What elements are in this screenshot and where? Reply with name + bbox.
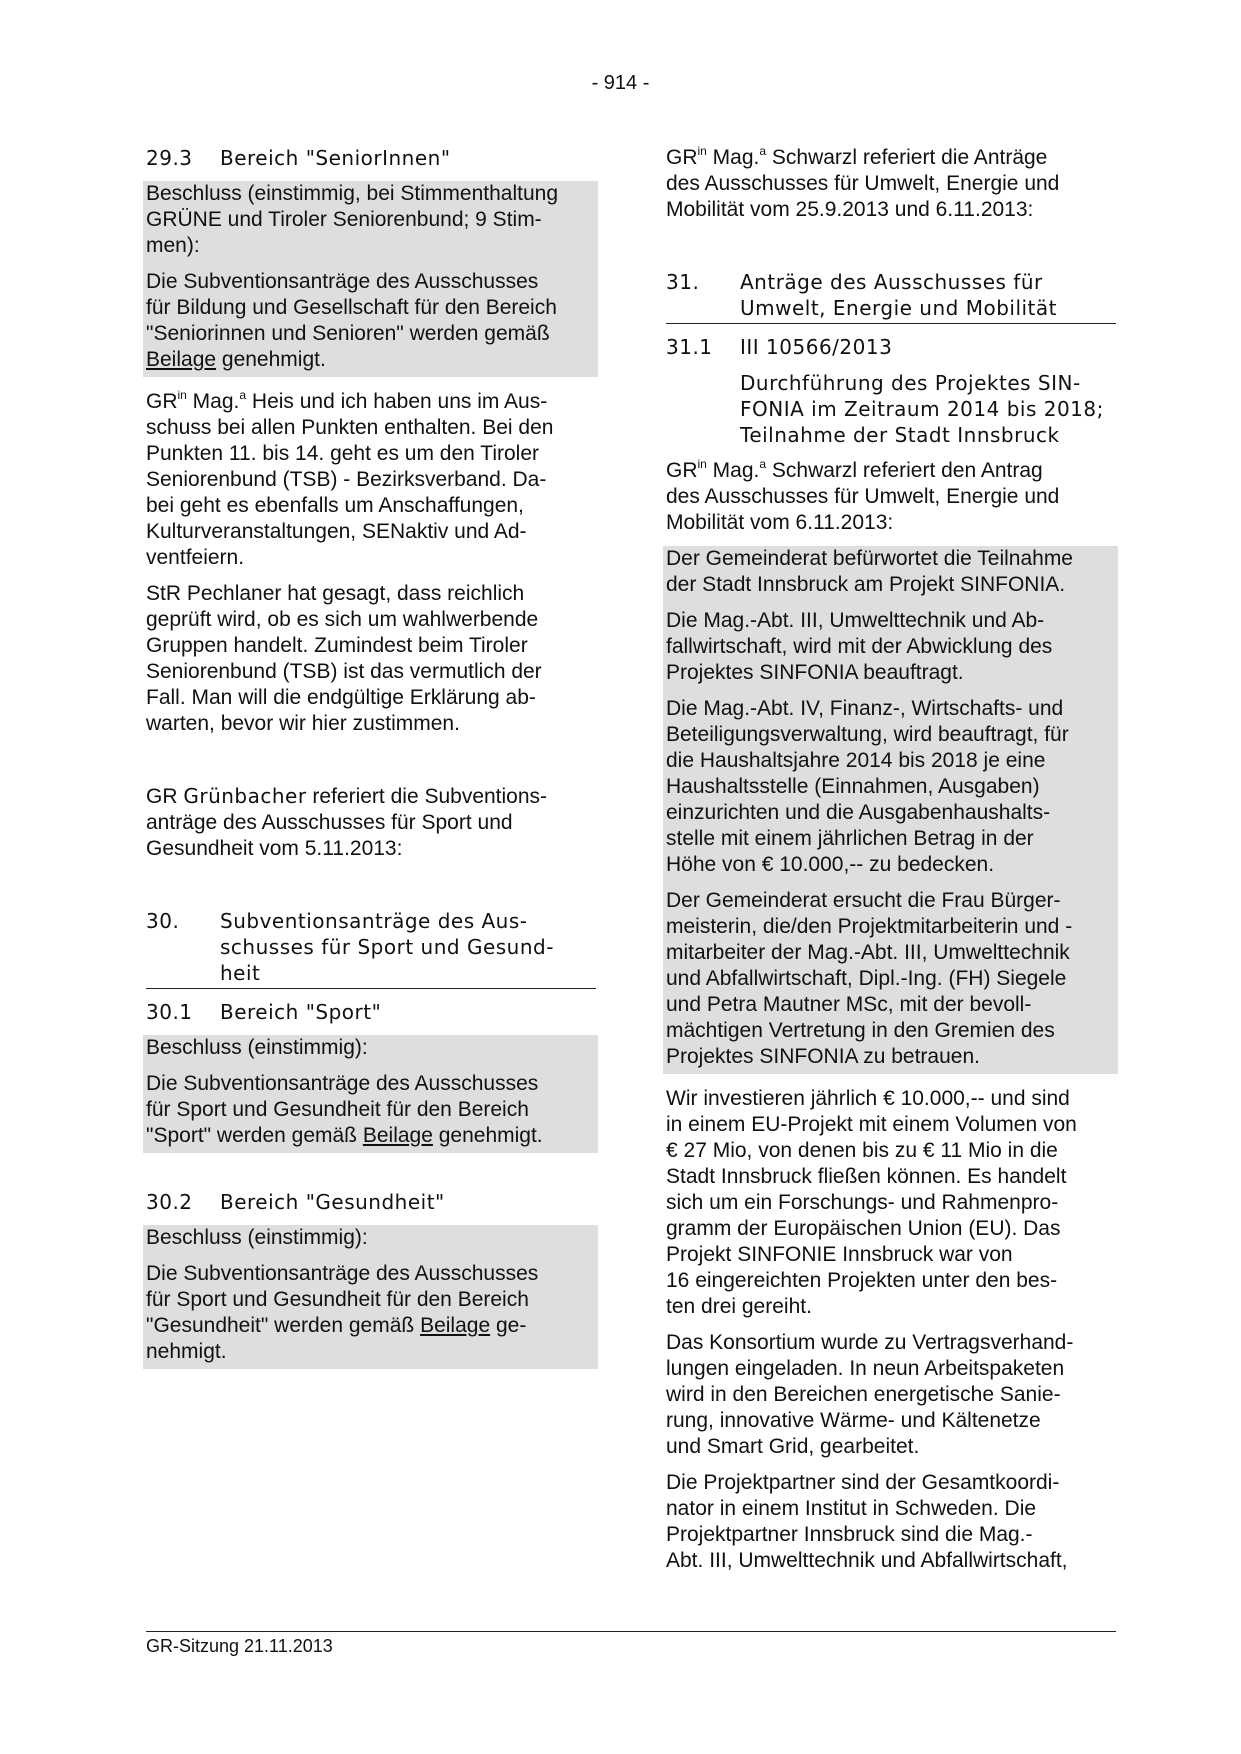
superscript: in bbox=[177, 388, 187, 402]
section-31-1-heading bbox=[666, 334, 1116, 360]
text-line: ten drei gereiht. bbox=[666, 1295, 812, 1318]
text-fragment: GR bbox=[146, 390, 178, 413]
text-line: rung, innovative Wärme- und Kältenetze bbox=[666, 1409, 1041, 1432]
text-line: Der Gemeinderat befürwortet die Teilnahme bbox=[666, 547, 1073, 570]
text-line: Gruppen handelt. Zumindest beim Tiroler bbox=[146, 634, 528, 657]
paragraph bbox=[666, 458, 1116, 536]
text-line bbox=[146, 347, 596, 373]
text-line: heit bbox=[220, 961, 261, 985]
text-line: € 27 Mio, von denen bis zu € 11 Mio in die bbox=[666, 1139, 1058, 1162]
text-line: StR Pechlaner hat gesagt, dass reichlich bbox=[146, 582, 525, 605]
text-line: GRÜNE und Tiroler Seniorenbund; 9 Stim- bbox=[146, 208, 542, 231]
text-line: Mobilität vom 25.9.2013 und 6.11.2013: bbox=[666, 198, 1034, 221]
text-line: Projektpartner Innsbruck sind die Mag.- bbox=[666, 1523, 1033, 1546]
section-number: 31. bbox=[666, 270, 700, 294]
text-line: ventfeiern. bbox=[146, 546, 245, 569]
section-title: Bereich "Gesundheit" bbox=[220, 1190, 445, 1214]
text-line: anträge des Ausschusses für Sport und bbox=[146, 811, 513, 834]
text-line: Die Subventionsanträge des Ausschusses bbox=[146, 270, 539, 293]
text-line: Wir investieren jährlich € 10.000,-- und sind bbox=[666, 1087, 1070, 1110]
text-fragment: GR bbox=[146, 785, 184, 808]
text-fragment: Heis und ich haben uns im Aus- bbox=[246, 390, 548, 413]
text-line: in einem EU-Projekt mit einem Volumen von bbox=[666, 1113, 1077, 1136]
text-fragment: genehmigt. bbox=[216, 348, 326, 371]
paragraph bbox=[666, 1330, 1116, 1460]
text-fragment: ge- bbox=[490, 1314, 527, 1337]
text-line: gramm der Europäischen Union (EU). Das bbox=[666, 1217, 1061, 1240]
footer-divider bbox=[146, 1631, 1116, 1632]
paragraph bbox=[666, 1086, 1116, 1320]
superscript: in bbox=[697, 457, 707, 471]
section-number: 29.3 bbox=[146, 146, 193, 170]
resolution-text bbox=[663, 598, 1118, 696]
text-line: des Ausschusses für Umwelt, Energie und bbox=[666, 172, 1060, 195]
paragraph bbox=[146, 581, 596, 737]
text-line: einzurichten und die Ausgabenhaushalts- bbox=[666, 801, 1051, 824]
text-line: Beteiligungsverwaltung, wird beauftragt, für bbox=[666, 723, 1069, 746]
section-number: 30.1 bbox=[146, 1000, 193, 1024]
subject-heading bbox=[740, 370, 1116, 448]
resolution-header bbox=[143, 181, 598, 269]
section-30-2-heading bbox=[146, 1189, 596, 1215]
section-title bbox=[220, 908, 596, 986]
text-line: Abt. III, Umwelttechnik und Abfallwirtschaft, bbox=[666, 1549, 1068, 1572]
superscript: a bbox=[239, 388, 247, 402]
text-line bbox=[146, 1313, 596, 1339]
text-line: für Sport und Gesundheit für den Bereich bbox=[146, 1098, 529, 1121]
text-line: und Petra Mautner MSc, mit der bevoll- bbox=[666, 993, 1032, 1016]
text-fragment: GR bbox=[666, 459, 698, 482]
text-line: Durchführung des Projektes SIN- bbox=[740, 371, 1081, 395]
text-line: fallwirtschaft, wird mit der Abwicklung des bbox=[666, 635, 1053, 658]
text-line bbox=[146, 389, 596, 415]
text-line: Kulturveranstaltungen, SENaktiv und Ad- bbox=[146, 520, 527, 543]
text-line: Die Subventionsanträge des Ausschusses bbox=[146, 1072, 539, 1095]
resolution-text bbox=[663, 878, 1118, 1074]
section-title: Bereich "SeniorInnen" bbox=[220, 146, 451, 170]
text-line: für Bildung und Gesellschaft für den Bereich bbox=[146, 296, 557, 319]
text-fragment: Mag. bbox=[706, 459, 760, 482]
paragraph bbox=[666, 1470, 1116, 1574]
text-line: schuss bei allen Punkten enthalten. Bei den bbox=[146, 416, 554, 439]
speaker-name: Grünbacher bbox=[183, 784, 307, 808]
text-line: warten, bevor wir hier zustimmen. bbox=[146, 712, 460, 735]
resolution-text bbox=[143, 1061, 598, 1153]
footer-session-date: GR-Sitzung 21.11.2013 bbox=[146, 1636, 333, 1656]
left-column bbox=[146, 145, 596, 1369]
paragraph bbox=[146, 783, 596, 862]
text-line: meisterin, die/den Projektmitarbeiterin und - bbox=[666, 915, 1073, 938]
text-line: für Sport und Gesundheit für den Bereich bbox=[146, 1288, 529, 1311]
text-fragment: Mag. bbox=[186, 390, 240, 413]
section-30-heading bbox=[146, 908, 596, 989]
right-column bbox=[666, 145, 1116, 1584]
text-line: 16 eingereichten Projekten unter den bes- bbox=[666, 1269, 1058, 1292]
text-fragment: genehmigt. bbox=[432, 1124, 543, 1147]
superscript: a bbox=[759, 457, 767, 471]
section-number: 30.2 bbox=[146, 1190, 193, 1214]
text-line: und Smart Grid, gearbeitet. bbox=[666, 1435, 920, 1458]
text-line: Projektes SINFONIA zu betrauen. bbox=[666, 1045, 980, 1068]
text-line: sich um ein Forschungs- und Rahmenpro- bbox=[666, 1191, 1059, 1214]
superscript: a bbox=[759, 144, 767, 158]
text-line: bei geht es ebenfalls um Anschaffungen, bbox=[146, 494, 524, 517]
text-fragment: GR bbox=[666, 146, 698, 169]
text-line: Das Konsortium wurde zu Vertragsverhand- bbox=[666, 1331, 1074, 1354]
text-line bbox=[146, 1123, 596, 1149]
text-line: Seniorenbund (TSB) - Bezirksverband. Da- bbox=[146, 468, 547, 491]
text-line: Beschluss (einstimmig, bei Stimmenthaltung bbox=[146, 182, 559, 205]
text-line: Stadt Innsbruck fließen können. Es handelt bbox=[666, 1165, 1067, 1188]
text-fragment: referiert die Subventions- bbox=[306, 785, 548, 808]
text-line: Punkten 11. bis 14. geht es um den Tiroler bbox=[146, 442, 540, 465]
page-number: - 914 - bbox=[591, 72, 650, 94]
text-line: die Haushaltsjahre 2014 bis 2018 je eine bbox=[666, 749, 1046, 772]
superscript: in bbox=[697, 144, 707, 158]
attachment-link[interactable]: Beilage bbox=[420, 1314, 491, 1337]
text-fragment: "Sport" werden gemäß bbox=[146, 1124, 363, 1147]
section-30-1-heading bbox=[146, 999, 596, 1025]
text-line: nehmigt. bbox=[146, 1340, 227, 1363]
text-line bbox=[146, 783, 596, 810]
section-31-heading bbox=[666, 269, 1116, 324]
text-line: Die Mag.-Abt. IV, Finanz-, Wirtschafts- und bbox=[666, 697, 1064, 720]
section-title: III 10566/2013 bbox=[740, 335, 893, 359]
text-line: und Abfallwirtschaft, Dipl.-Ing. (FH) Siegele bbox=[666, 967, 1067, 990]
section-number: 30. bbox=[146, 909, 180, 933]
text-fragment: Schwarzl referiert die Anträge bbox=[766, 146, 1048, 169]
text-line: mitarbeiter der Mag.-Abt. III, Umwelttechnik bbox=[666, 941, 1070, 964]
paragraph bbox=[666, 145, 1116, 223]
text-line: FONIA im Zeitraum 2014 bis 2018; bbox=[740, 397, 1104, 421]
resolution-text bbox=[143, 259, 598, 377]
text-line: Der Gemeinderat ersucht die Frau Bürger- bbox=[666, 889, 1061, 912]
resolution-text bbox=[663, 686, 1118, 888]
text-fragment: Mag. bbox=[706, 146, 760, 169]
text-line: Beschluss (einstimmig): bbox=[146, 1036, 368, 1059]
text-line bbox=[666, 145, 1116, 171]
text-line: Die Mag.-Abt. III, Umwelttechnik und Ab- bbox=[666, 609, 1045, 632]
text-line: schusses für Sport und Gesund- bbox=[220, 935, 554, 959]
text-line: Haushaltsstelle (Einnahmen, Ausgaben) bbox=[666, 775, 1040, 798]
text-line: stelle mit einem jährlichen Betrag in der bbox=[666, 827, 1034, 850]
attachment-link[interactable]: Beilage bbox=[362, 1124, 433, 1147]
text-line: mächtigen Vertretung in den Gremien des bbox=[666, 1019, 1055, 1042]
section-number: 31.1 bbox=[666, 335, 713, 359]
resolution-text bbox=[143, 1251, 598, 1369]
text-fragment: "Gesundheit" werden gemäß bbox=[146, 1314, 421, 1337]
text-line: Teilnahme der Stadt Innsbruck bbox=[740, 423, 1060, 447]
text-line: Umwelt, Energie und Mobilität bbox=[740, 296, 1057, 320]
text-line: der Stadt Innsbruck am Projekt SINFONIA. bbox=[666, 573, 1066, 596]
text-line: Subventionsanträge des Aus- bbox=[220, 909, 528, 933]
text-line: Projekt SINFONIE Innsbruck war von bbox=[666, 1243, 1013, 1266]
text-line: Beschluss (einstimmig): bbox=[146, 1226, 368, 1249]
text-line: Die Projektpartner sind der Gesamtkoordi- bbox=[666, 1471, 1060, 1494]
section-title: Bereich "Sport" bbox=[220, 1000, 382, 1024]
section-29-3-heading bbox=[146, 145, 596, 171]
paragraph bbox=[146, 389, 596, 571]
text-fragment: Schwarzl referiert den Antrag bbox=[766, 459, 1043, 482]
text-line: Die Subventionsanträge des Ausschusses bbox=[146, 1262, 539, 1285]
text-line: Projektes SINFONIA beauftragt. bbox=[666, 661, 964, 684]
text-line: des Ausschusses für Umwelt, Energie und bbox=[666, 485, 1060, 508]
text-line: Fall. Man will die endgültige Erklärung ab- bbox=[146, 686, 536, 709]
text-line: nator in einem Institut in Schweden. Die bbox=[666, 1497, 1037, 1520]
text-line: Gesundheit vom 5.11.2013: bbox=[146, 837, 403, 860]
text-line: "Seniorinnen und Senioren" werden gemäß bbox=[146, 322, 550, 345]
section-title bbox=[740, 269, 1116, 321]
attachment-link[interactable]: Beilage bbox=[146, 348, 217, 371]
text-line: lungen eingeladen. In neun Arbeitspaketen bbox=[666, 1357, 1065, 1380]
text-line: Seniorenbund (TSB) ist das vermutlich der bbox=[146, 660, 542, 683]
text-line: Anträge des Ausschusses für bbox=[740, 270, 1043, 294]
text-line: geprüft wird, ob es sich um wahlwerbende bbox=[146, 608, 539, 631]
text-line: Höhe von € 10.000,-- zu bedecken. bbox=[666, 853, 995, 876]
text-line: men): bbox=[146, 234, 200, 257]
text-line: Mobilität vom 6.11.2013: bbox=[666, 511, 894, 534]
text-line: wird in den Bereichen energetische Sanie- bbox=[666, 1383, 1061, 1406]
text-line bbox=[666, 458, 1116, 484]
